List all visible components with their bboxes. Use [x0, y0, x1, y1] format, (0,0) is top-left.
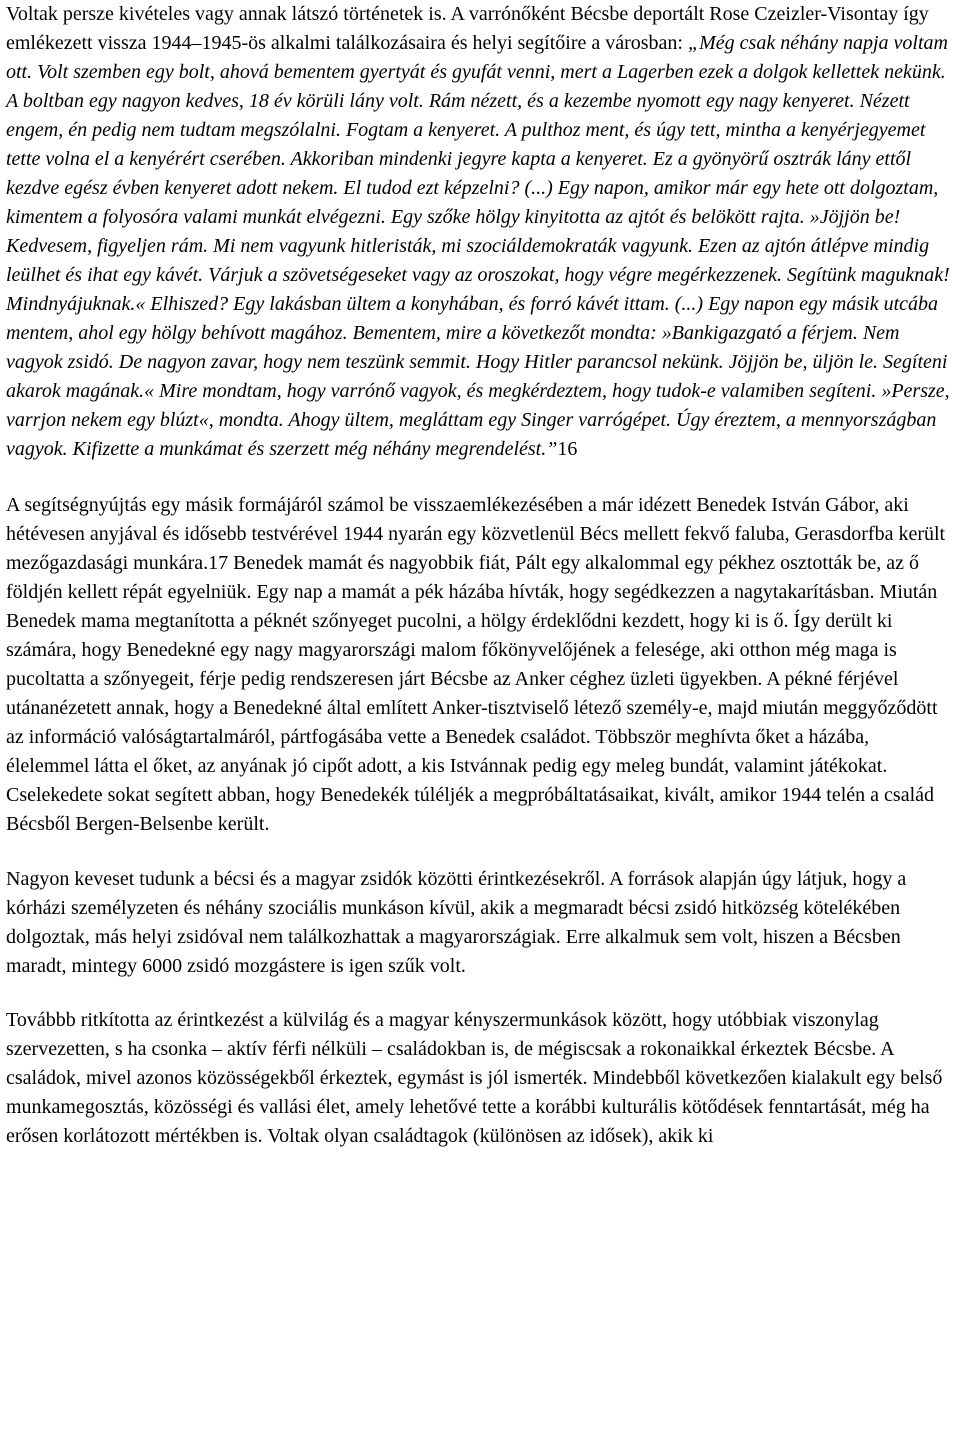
footnote-reference: 16 [557, 438, 578, 460]
paragraph-text: A segítségnyújtás egy másik formájáról számol be visszaemlékezésében a már idézett Benedek István Gábor, aki hétévesen anyjával és idősebb testvérével 1944 nyarán egy közvetlenül Bécs mellett fekvő faluba, Gerasdorfba került mezőgazdasági munkára.17 Benedek mamát és nagyobbik fiát, Pált egy alkalommal egy pékhez osztották be, az ő földjén kellett répát egyelniük. Egy nap a mamát a pék házába hívták, hogy segédkezzen a nagytakarításban. Miután Benedek mama megtanította a péknét szőnyeget pucolni, a hölgy érdeklődni kezdett, hogy ki is ő. Így derült ki számára, hogy Benedekné egy nagy magyarországi malom főkönyvelőjének a felesége, aki otthon még maga is pucoltatta a szőnyegeit, férje pedig rendszeresen járt Bécsbe az Anker céghez üzleti ügyekben. A pékné férjével utánanézetett annak, hogy a Benedekné által említett Anker-tisztviselő létező személy-e, majd miután meggyőződött az információ valóságtartalmáról, pártfogásába vette a Benedek családot. Többször meghívta őket a házába, élelemmel látta el őket, az anyának jó cipőt adott, a kis Istvánnak pedig egy meleg bundát, valamint játékokat. Cselekedete sokat segített abban, hogy Benedekék túléljék a megpróbáltatásaikat, kivált, amikor 1944 telén a család Bécsből Bergen-Belsenbe került. [6, 494, 946, 835]
paragraph-contacts [6, 865, 956, 981]
paragraph-text: Voltak persze kivételes vagy annak látszó történetek is. A varrónőként Bécsbe deportált Rose Czeizler-Visontay így emlékezett vissza 1944–1945-ös alkalmi találkozásaira és helyi segítőire a városban: [6, 3, 929, 54]
paragraph-text: Továbbb ritkította az érintkezést a külvilág és a magyar kényszermunkások között, hogy utóbbiak viszonylag szervezetten, s ha csonka – aktív férfi nélküli – családokban is, de mégiscsak a rokonaikkal érkeztek Bécsbe. A családok, mivel azonos közösségekből érkeztek, egymást is jól ismerték. Mindebből következően kialakult egy belső munkamegosztás, közösségi és vallási élet, amely lehetővé tette a korábbi kulturális kötődések fenntartását, még ha erősen korlátozott mértékben is. Voltak olyan családtagok (különösen az idősek), akik ki [6, 1009, 943, 1147]
quoted-testimony: „Még csak néhány napja voltam ott. Volt szemben egy bolt, ahová bementem gyertyát és gyufát venni, mert a Lagerben ezek a dolgok kellettek nekünk. A boltban egy nagyon kedves, 18 év körüli lány volt. Rám nézett, és a kezembe nyomott egy nagy kenyeret. Nézett engem, én pedig nem tudtam megszólalni. Fogtam a kenyeret. A pulthoz ment, és úgy tett, mintha a kenyérjegyemet tette volna el a kenyérért cserében. Akkoriban mindenki jegyre kapta a kenyeret. Ez a gyönyörű osztrák lány ettől kezdve egész évben kenyeret adott nekem. El tudod ezt képzelni? (...) Egy napon, amikor már egy hete ott dolgoztam, kimentem a folyosóra valami munkát elvégezni. Egy szőke hölgy kinyitotta az ajtót és belökött rajta. »Jöjjön be! Kedvesem, figyeljen rám. Mi nem vagyunk hitleristák, mi szociáldemokraták vagyunk. Ezen az ajtón átlépve mindig leülhet és ihat egy kávét. Várjuk a szövetségeseket vagy az oroszokat, hogy végre megérkezzenek. Segítünk maguknak! Mindnyájuknak.« Elhiszed? Egy lakásban ültem a konyhában, és forró kávét ittam. (...) Egy napon egy másik utcába mentem, ahol egy hölgy behívott magához. Bementem, mire a következőt mondta: »Bankigazgató a férjem. Nem vagyok zsidó. De nagyon zavar, hogy nem teszünk semmit. Hogy Hitler parancsol nekünk. Jöjjön be, üljön le. Segíteni akarok magának.« Mire mondtam, hogy varrónő vagyok, és megkérdeztem, hogy tudok-e valamiben segíteni. »Persze, varrjon nekem egy blúzt«, mondta. Ahogy ültem, megláttam egy Singer varrógépet. Úgy éreztem, a mennyországban vagyok. Kifizette a munkámat és szerzett még néhány megrendelést.” [6, 32, 950, 460]
document-page [6, 0, 956, 1151]
paragraph-benedek [6, 491, 956, 839]
paragraph-quote [6, 0, 956, 464]
paragraph-families [6, 1006, 956, 1151]
paragraph-text: Nagyon keveset tudunk a bécsi és a magyar zsidók közötti érintkezésekről. A források alapján úgy látjuk, hogy a kórházi személyzeten és néhány szociális munkáson kívül, akik a megmaradt bécsi zsidó hitközség kötelékében dolgoztak, más helyi zsidóval nem találkozhattak a magyarországiak. Erre alkalmuk sem volt, hiszen a Bécsben maradt, mintegy 6000 zsidó mozgástere is igen szűk volt. [6, 868, 907, 977]
